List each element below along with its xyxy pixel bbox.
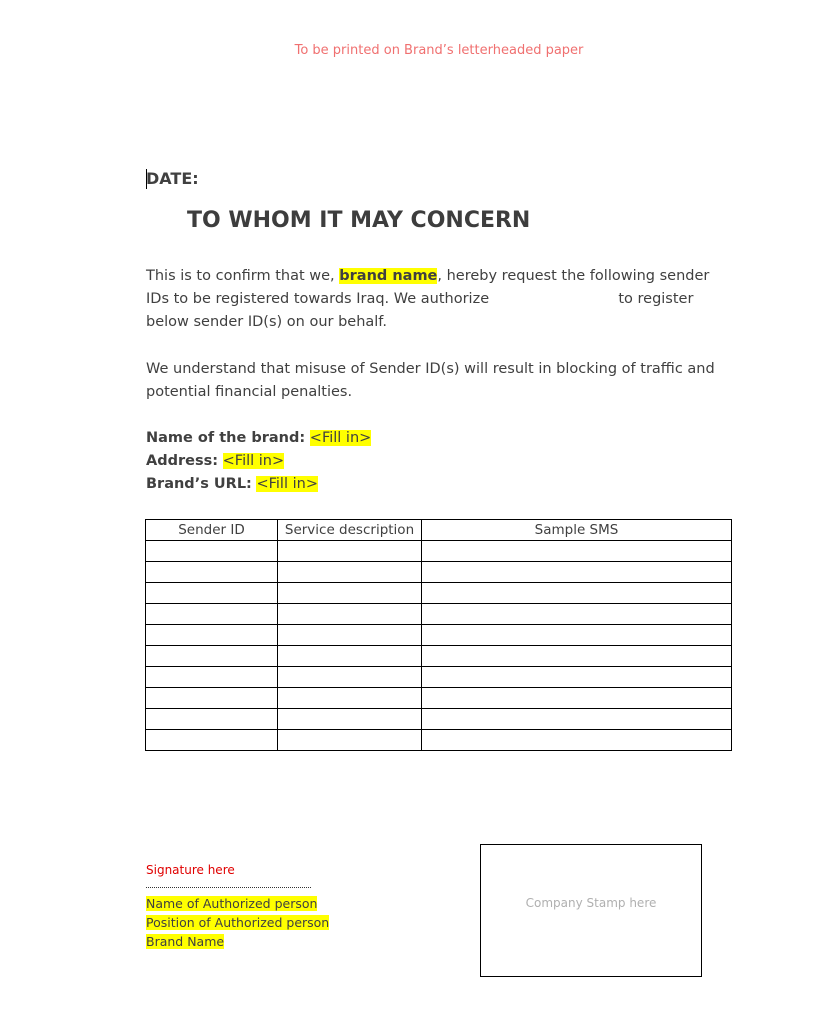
confirmation-paragraph	[146, 265, 728, 334]
authorized-position-placeholder[interactable]: Position of Authorized person	[146, 915, 330, 930]
table-row	[146, 583, 732, 604]
cell-sender-id[interactable]	[146, 625, 278, 646]
brand-name-placeholder[interactable]: brand name	[339, 268, 438, 284]
header-service-description: Service description	[278, 520, 422, 541]
table-row	[146, 562, 732, 583]
cell-service-description[interactable]	[278, 688, 422, 709]
field-value-placeholder[interactable]: <Fill in>	[222, 453, 285, 469]
table-body	[146, 541, 732, 751]
cell-service-description[interactable]	[278, 646, 422, 667]
table-row	[146, 541, 732, 562]
letterhead-note: To be printed on Brand’s letterheaded paper	[294, 43, 584, 58]
field-address	[146, 450, 371, 473]
cell-service-description[interactable]	[278, 562, 422, 583]
cell-service-description[interactable]	[278, 625, 422, 646]
field-label: Brand’s URL:	[146, 476, 252, 492]
cell-service-description[interactable]	[278, 667, 422, 688]
signature-label: Signature here	[146, 863, 235, 877]
paragraph-text: , hereby request the following sender IDs to be registered towards Iraq. We authorize	[146, 268, 710, 307]
brand-fields	[146, 427, 371, 496]
misuse-paragraph: We understand that misuse of Sender ID(s) will result in blocking of traffic and potential financial penalties.	[146, 361, 715, 400]
cell-sender-id[interactable]	[146, 604, 278, 625]
field-brand-name	[146, 427, 371, 450]
cell-sample-sms[interactable]	[422, 646, 732, 667]
cell-service-description[interactable]	[278, 730, 422, 751]
cell-sample-sms[interactable]	[422, 625, 732, 646]
paragraph-text: This is to confirm that we,	[146, 268, 340, 284]
cell-sender-id[interactable]	[146, 646, 278, 667]
cell-service-description[interactable]	[278, 583, 422, 604]
cell-sender-id[interactable]	[146, 541, 278, 562]
cell-sender-id[interactable]	[146, 667, 278, 688]
table-row	[146, 625, 732, 646]
stamp-placeholder-text: Company Stamp here	[525, 896, 657, 910]
company-stamp-box[interactable]	[480, 844, 702, 977]
cell-sample-sms[interactable]	[422, 730, 732, 751]
field-value-placeholder[interactable]: <Fill in>	[309, 430, 372, 446]
header-sender-id: Sender ID	[146, 520, 278, 541]
cell-sample-sms[interactable]	[422, 604, 732, 625]
letter-title: TO WHOM IT MAY CONCERN	[187, 208, 531, 233]
table-row	[146, 709, 732, 730]
field-brand-url	[146, 473, 371, 496]
table-row	[146, 667, 732, 688]
cell-sender-id[interactable]	[146, 583, 278, 604]
cell-sender-id[interactable]	[146, 709, 278, 730]
signatory-block	[146, 894, 329, 951]
sender-id-table	[145, 519, 732, 751]
cell-service-description[interactable]	[278, 604, 422, 625]
table-row	[146, 604, 732, 625]
table-row	[146, 688, 732, 709]
cell-service-description[interactable]	[278, 541, 422, 562]
table-header-row	[146, 520, 732, 541]
date-label[interactable]: DATE:	[146, 169, 199, 188]
cell-sample-sms[interactable]	[422, 709, 732, 730]
field-label: Name of the brand:	[146, 430, 306, 446]
authorized-name-placeholder[interactable]: Name of Authorized person	[146, 896, 318, 911]
table-row	[146, 730, 732, 751]
brand-name-placeholder[interactable]: Brand Name	[146, 934, 225, 949]
cell-sample-sms[interactable]	[422, 562, 732, 583]
cell-sample-sms[interactable]	[422, 667, 732, 688]
cell-sender-id[interactable]	[146, 730, 278, 751]
paragraph-text: to register below sender ID(s) on our behalf.	[146, 291, 694, 330]
cell-sample-sms[interactable]	[422, 688, 732, 709]
table-row	[146, 646, 732, 667]
signature-line[interactable]	[146, 887, 311, 888]
cell-sample-sms[interactable]	[422, 541, 732, 562]
cell-sender-id[interactable]	[146, 688, 278, 709]
cell-sample-sms[interactable]	[422, 583, 732, 604]
field-label: Address:	[146, 453, 219, 469]
field-value-placeholder[interactable]: <Fill in>	[256, 476, 318, 492]
header-sample-sms: Sample SMS	[422, 520, 732, 541]
cell-service-description[interactable]	[278, 709, 422, 730]
cell-sender-id[interactable]	[146, 562, 278, 583]
